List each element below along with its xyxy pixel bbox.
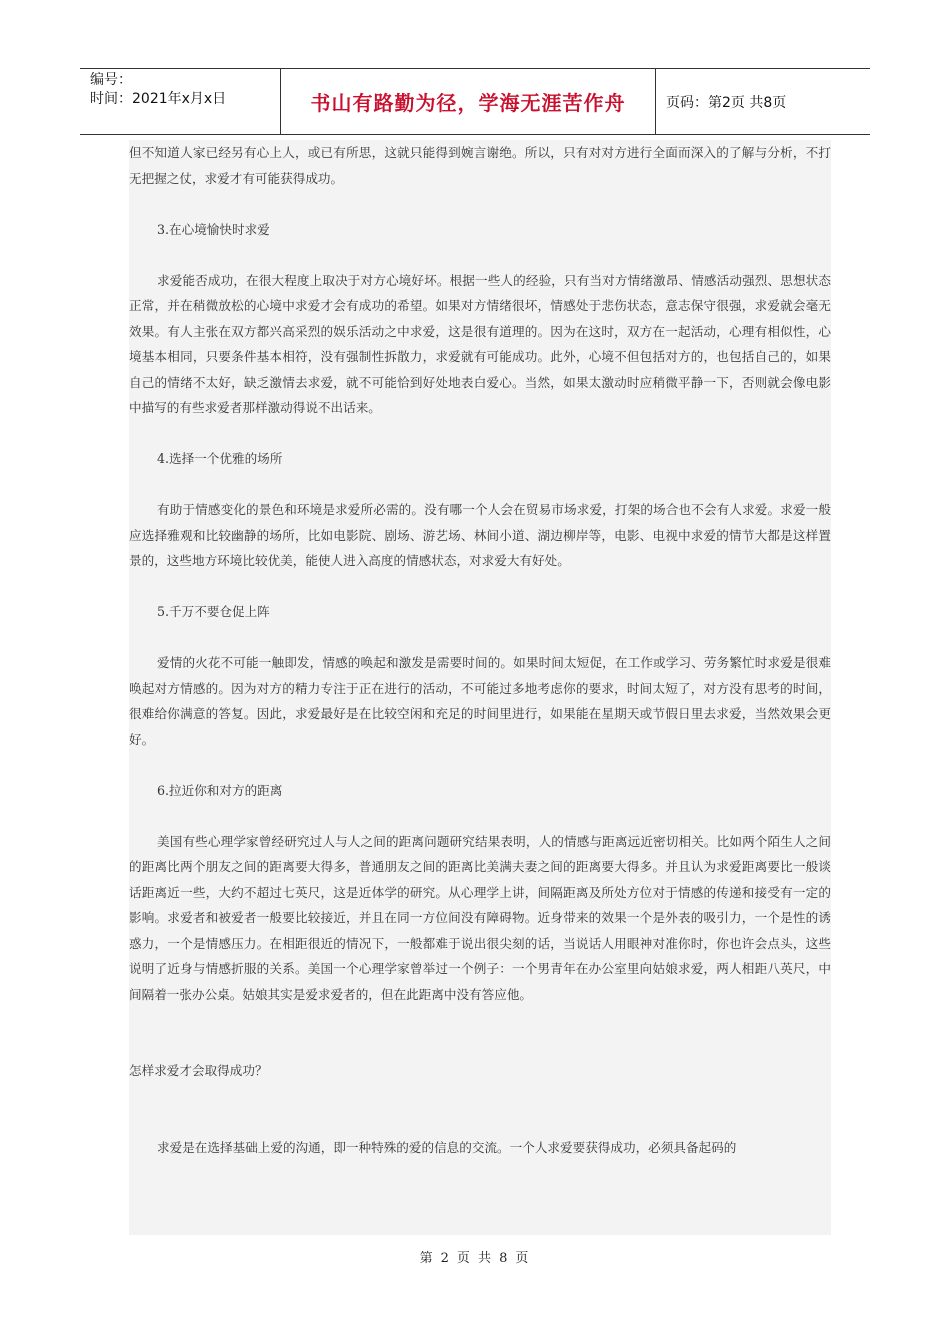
footer-page-number: 2: [440, 1251, 451, 1266]
page-header: [80, 68, 870, 135]
footer-middle: 页 共: [456, 1251, 494, 1266]
header-motto: 书山有路勤为径，学海无涯苦作舟: [281, 69, 656, 134]
paragraph: 有助于情感变化的景色和环境是求爱所必需的。没有哪一个人会在贸易市场求爱，打架的场合也不会有人求爱。求爱一般应选择雅观和比较幽静的场所，比如电影院、剧场、游艺场、林间小道、湖边柳岸等，电影、电视中求爱的情节大都是这样置景的，这些地方环境比较优美，能使人进入高度的情感状态，对求爱大有好处。: [129, 502, 831, 568]
document-number-label: 编号：: [90, 72, 132, 88]
paragraph: 美国有些心理学家曾经研究过人与人之间的距离问题研究结果表明，人的情感与距离远近密切相关。比如两个陌生人之间的距离比两个朋友之间的距离要大得多，普通朋友之间的距离比美满夫妻之间的距离要大得多。并且认为求爱距离要比一般谈话距离近一些，大约不超过七英尺，这是近体学的研究。从心理学上讲，间隔距离及所处方位对于情感的传递和接受有一定的影响。求爱者和被爱者一般要比较接近，并且在同一方位间没有障碍物。近身带来的效果一个是外表的吸引力，一个是性的诱惑力，一个是情感压力。在相距很近的情况下，一般都难于说出很尖刻的话，当说话人用眼神对准你时，你也许会点头，这些说明了近身与情感折服的关系。美国一个心理学家曾举过一个例子：一个男青年在办公室里向姑娘求爱，两人相距八英尺，中间隔着一张办公桌。姑娘其实是爱求爱者的，但在此距离中没有答应他。: [129, 833, 831, 1002]
page-footer: [0, 1247, 950, 1266]
header-meta: [80, 69, 281, 134]
header-page-info: 页码：第2页 共8页: [666, 94, 787, 111]
section-heading: 5.千万不要仓促上阵: [157, 604, 270, 619]
section-heading: 3.在心境愉快时求爱: [157, 221, 270, 237]
footer-total-pages: 8: [499, 1251, 510, 1266]
footer-suffix: 页: [515, 1251, 531, 1266]
paragraph: 求爱是在选择基础上爱的沟通，即一种特殊的爱的信息的交流。一个人求爱要获得成功，必须具备起码的: [157, 1139, 737, 1155]
section-heading: 4.选择一个优雅的场所: [157, 451, 283, 466]
section-heading: 6.拉近你和对方的距离: [157, 782, 283, 798]
document-body: [129, 140, 831, 1235]
paragraph: 但不知道人家已经另有心上人，或已有所思，这就只能得到婉言谢绝。所以，只有对对方进行全面而深入的了解与分析，不打无把握之仗，求爱才有可能获得成功。: [129, 145, 831, 186]
paragraph: 求爱能否成功，在很大程度上取决于对方心境好坏。根据一些人的经验，只有当对方情绪激昂、情感活动强烈、思想状态正常，并在稍微放松的心境中求爱才会有成功的希望。如果对方情绪很坏，情感处于悲伤状态，意志保守很强，求爱就会毫无效果。有人主张在双方都兴高采烈的娱乐活动之中求爱，这是很有道理的。因为在这时，双方在一起活动，心理有相似性，心境基本相同，只要条件基本相符，没有强制性拆散力，求爱就有可能成功。此外，心境不但包括对方的，也包括自己的，如果自己的情绪不太好，缺乏激情去求爱，就不可能恰到好处地表白爱心。当然，如果太激动时应稍微平静一下，否则就会像电影中描写的有些求爱者那样激动得说不出话来。: [129, 272, 831, 415]
paragraph: 爱情的火花不可能一触即发，情感的唤起和激发是需要时间的。如果时间太短促，在工作或学习、劳务繁忙时求爱是很难唤起对方情感的。因为对方的精力专注于正在进行的活动，不可能过多地考虑你的要求，时间太短了，对方没有思考的时间，很难给你满意的答复。因此，求爱最好是在比较空闲和充足的时间里进行，如果能在星期天或节假日里去求爱，当然效果会更好。: [129, 655, 831, 747]
question-heading: 怎样求爱才会取得成功？: [129, 1063, 268, 1078]
document-date: 时间：2021年x月x日: [90, 91, 227, 107]
footer-prefix: 第: [419, 1251, 435, 1266]
